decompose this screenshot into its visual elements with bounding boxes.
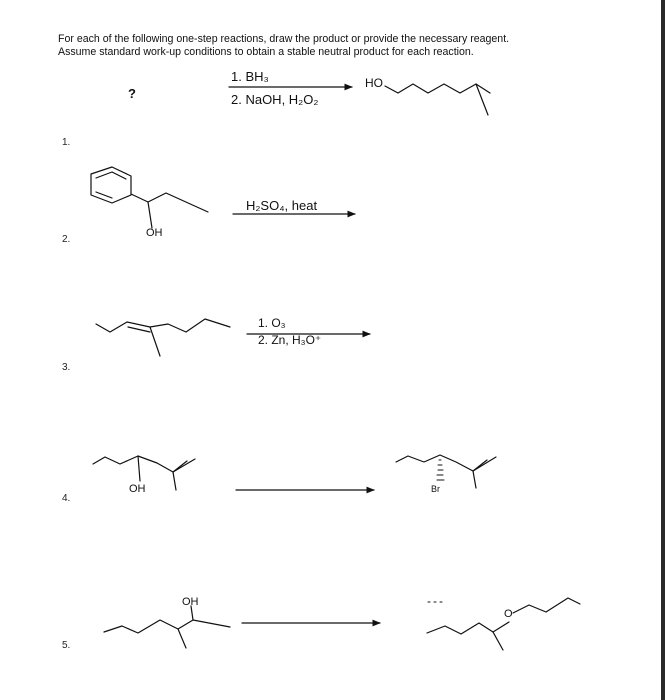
q2-benzene-inner-bonds	[96, 172, 126, 179]
q5-product-oxygen-label: O	[504, 608, 513, 620]
q5-reactant-skeleton	[104, 620, 230, 633]
q4-reactant-skeleton	[93, 456, 187, 472]
q4-tert-butyl-methyl-1	[173, 459, 195, 472]
q4-tert-butyl-methyl-1	[473, 457, 496, 471]
question-number-1: 1.	[62, 137, 71, 148]
q4-tert-butyl-methyl-2	[473, 471, 476, 488]
q1-unknown-reactant: ?	[128, 86, 136, 101]
q3-ethyl-branch	[150, 327, 160, 356]
instructions-line-2: Assume standard work-up conditions to obtain a stable neutral product for each reaction.	[58, 46, 474, 58]
q4-reactant-hydroxyl-label: OH	[129, 483, 146, 495]
q1-reagent-step-1: 1. BH₃	[231, 69, 269, 84]
q5-reactant-hydroxyl-label: OH	[182, 596, 199, 608]
q3-alkene-skeleton	[96, 319, 230, 332]
question-number-5: 5.	[62, 640, 71, 651]
q4-product-skeleton	[396, 455, 487, 471]
q5-product-ethyl-branch	[493, 632, 503, 650]
q5-ethyl-branch	[178, 629, 186, 648]
question-number-3: 3.	[62, 362, 71, 373]
q4-product-hashed-wedge-bond	[437, 460, 444, 480]
q1-product-methyl-branch	[476, 84, 488, 115]
q3-reagent-step-2: 2. Zn, H₃O⁺	[258, 333, 322, 347]
q2-side-chain	[131, 193, 208, 212]
question-number-2: 2.	[62, 234, 71, 245]
q5-hydroxyl-bond	[191, 606, 193, 620]
q4-hydroxyl-bond	[138, 456, 140, 481]
q1-product-hydroxyl-label: HO	[365, 76, 383, 90]
q3-alkene-double-bond	[128, 327, 150, 332]
q5-product-ether-chain	[513, 598, 580, 613]
q3-reagent-step-1: 1. O₃	[258, 316, 286, 330]
question-number-4: 4.	[62, 493, 71, 504]
q2-hydroxyl-bond	[148, 202, 152, 228]
q5-product-skeleton	[427, 622, 509, 634]
q4-tert-butyl-methyl-2	[173, 472, 176, 490]
q4-product-bromine-label: Br	[431, 484, 440, 494]
instructions-line-1: For each of the following one-step reactions, draw the product or provide the necessary reagent.	[58, 33, 510, 45]
q2-reactant-hydroxyl-label: OH	[146, 227, 163, 239]
q1-product-skeleton	[385, 84, 490, 93]
q1-reagent-step-2: 2. NaOH, H₂O₂	[231, 92, 319, 107]
q2-reagent: H₂SO₄, heat	[246, 198, 318, 213]
